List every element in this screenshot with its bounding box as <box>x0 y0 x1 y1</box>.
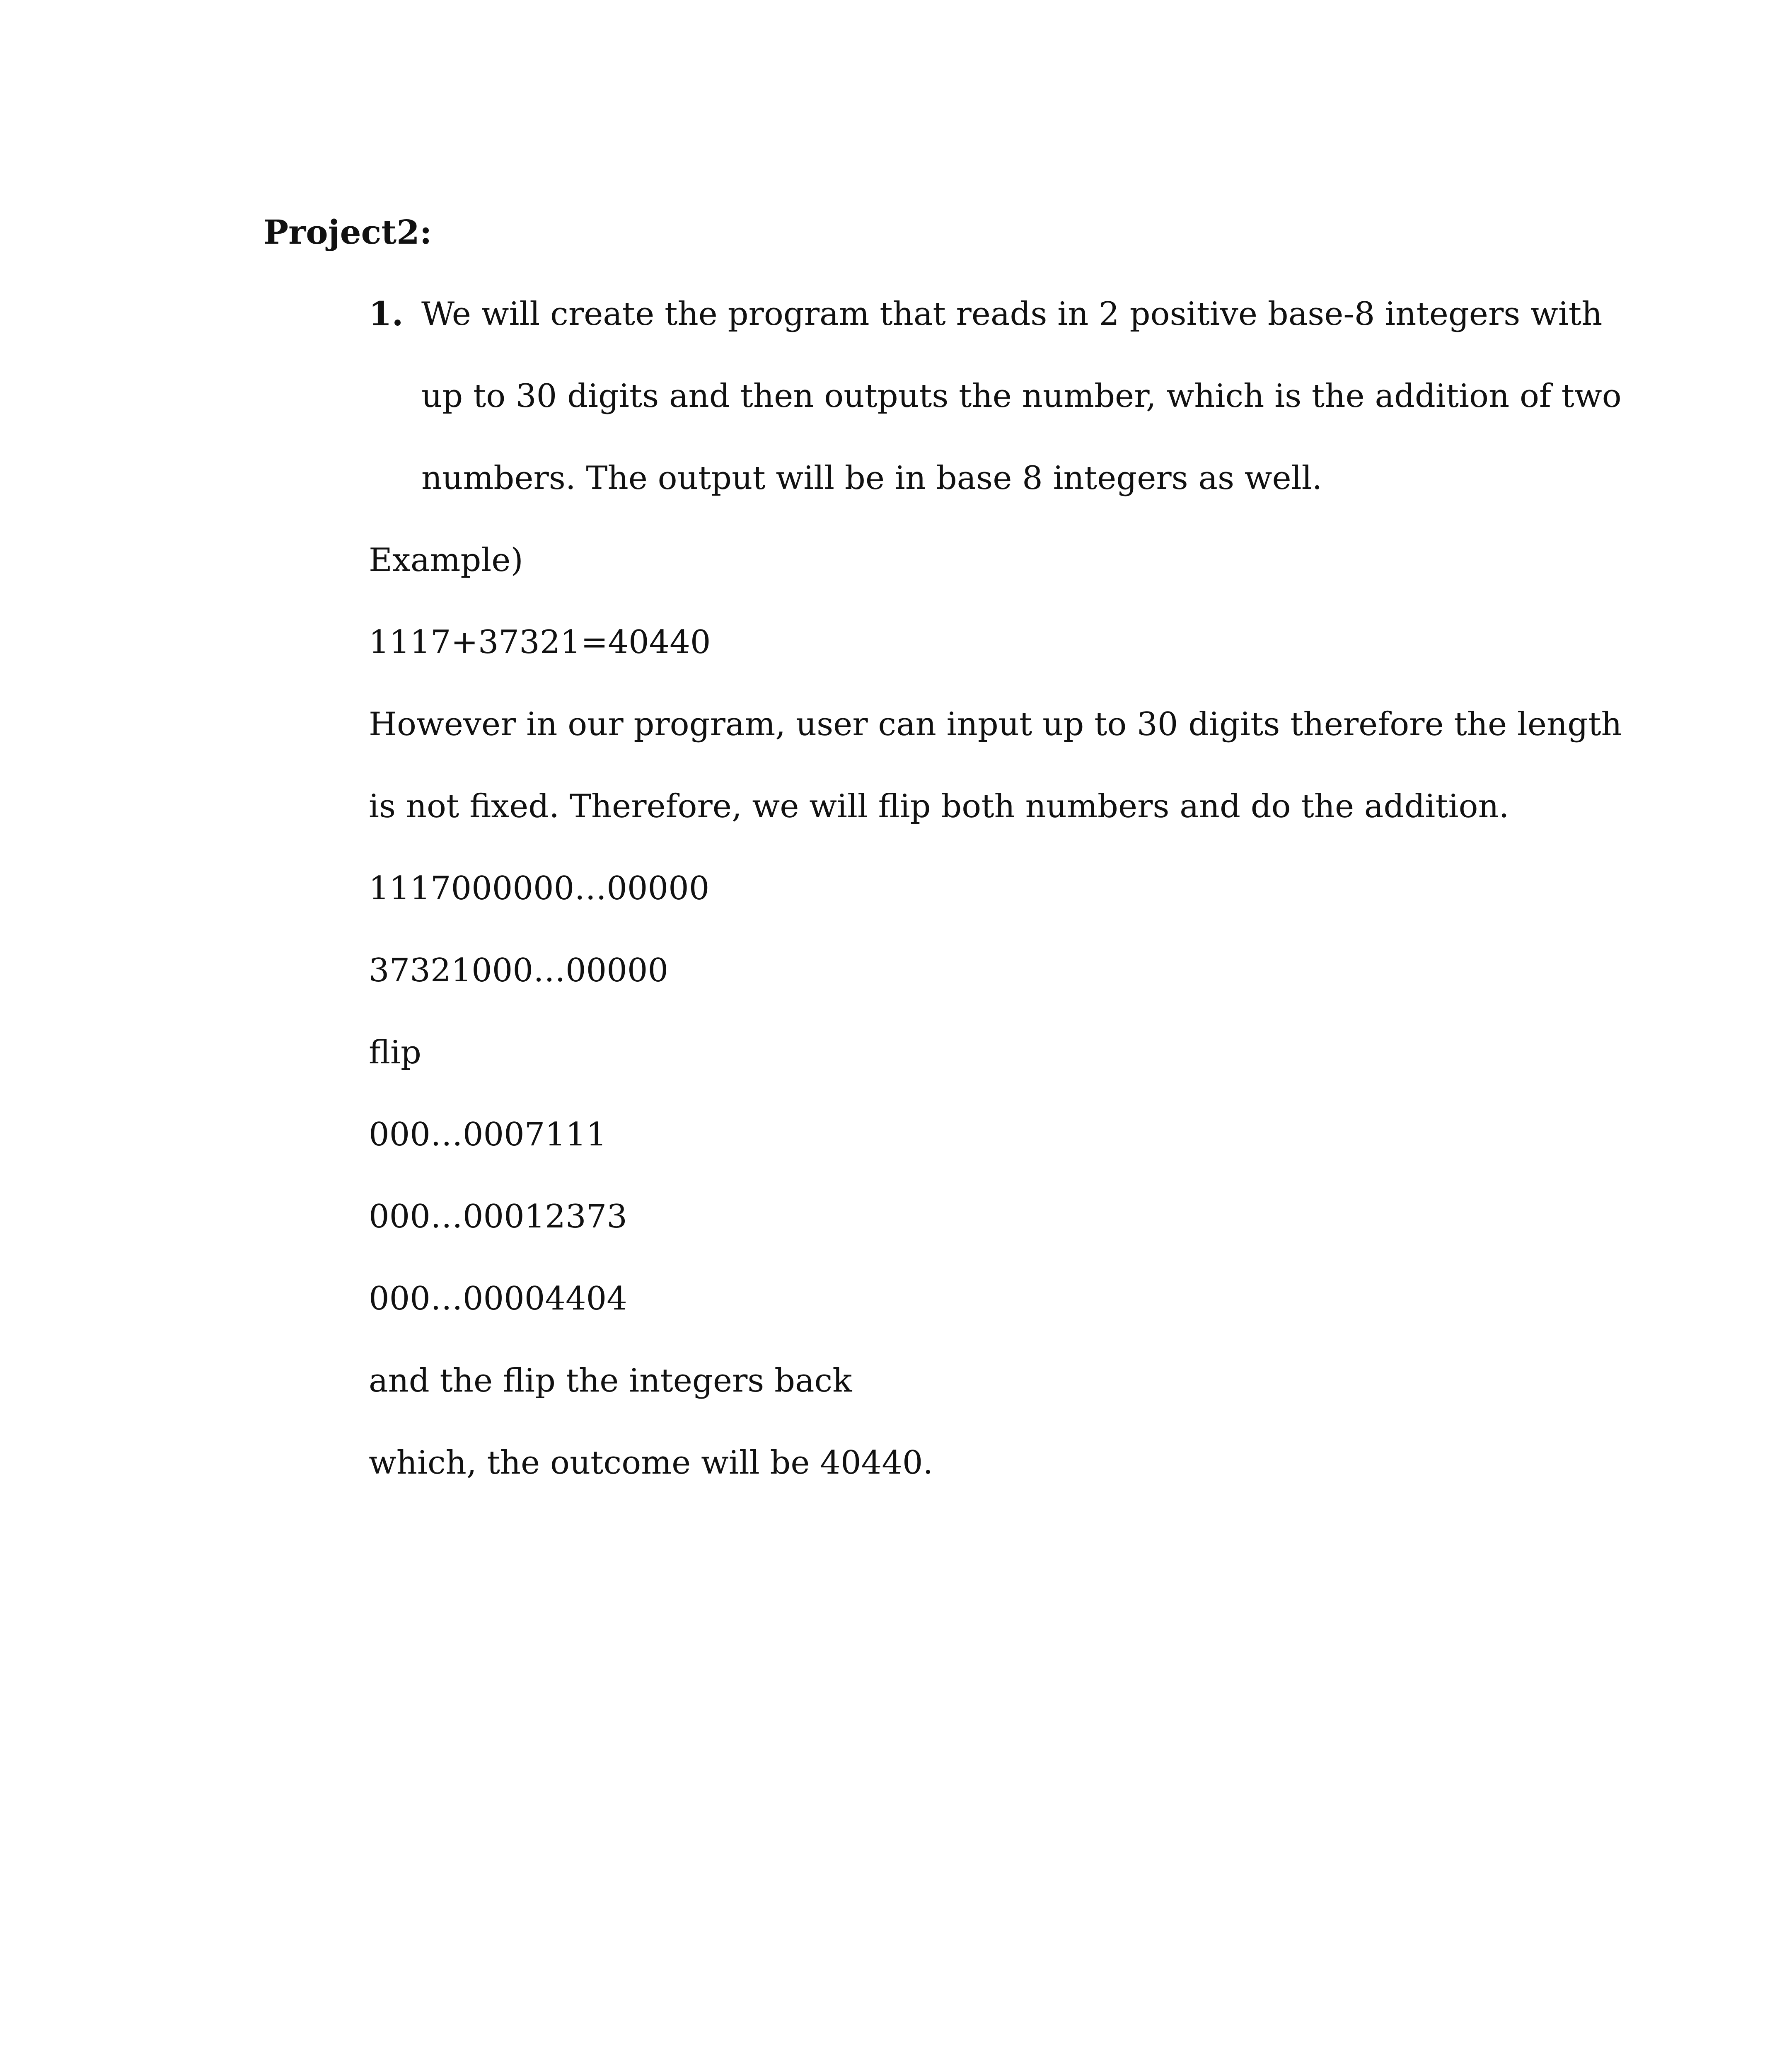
body-line: which, the outcome will be 40440. <box>369 1444 933 1481</box>
paragraph-line: up to 30 digits and then outputs the number, which is the addition of two <box>421 378 1622 415</box>
body-line: However in our program, user can input up to 30 digits therefore the length <box>369 706 1622 743</box>
document-title: Project2: <box>264 213 432 252</box>
body-line: 000…00004404 <box>369 1280 627 1317</box>
body-line: 37321000…00000 <box>369 952 669 989</box>
paragraph-line: We will create the program that reads in 2 positive base-8 integers with <box>421 295 1603 333</box>
paragraph-line: numbers. The output will be in base 8 integers as well. <box>421 460 1322 497</box>
body-line: and the flip the integers back <box>369 1362 852 1399</box>
body-line: is not fixed. Therefore, we will flip both numbers and do the addition. <box>369 788 1509 825</box>
body-line: Example) <box>369 542 523 579</box>
list-item-number: 1. <box>369 294 404 333</box>
body-line: flip <box>369 1034 421 1071</box>
body-line: 000…00012373 <box>369 1198 627 1235</box>
body-line: 1117+37321=40440 <box>369 624 711 661</box>
body-line: 000…0007111 <box>369 1116 607 1153</box>
body-line: 1117000000…00000 <box>369 870 710 907</box>
